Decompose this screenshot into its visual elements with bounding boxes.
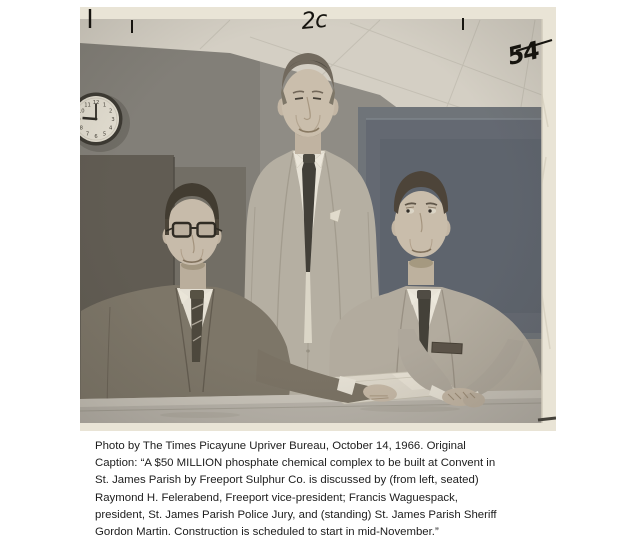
handwritten-mark-2c: 2c (300, 7, 328, 35)
photograph-svg (80, 7, 556, 431)
handwritten-mark-54: 54 (504, 36, 542, 71)
caption-line-2: Caption: “A $50 MILLION phosphate chemical complex to be built at Convent in (95, 457, 496, 470)
photo-image (80, 19, 542, 423)
caption-line-4: Raymond H. Felerabend, Freeport vice-president; Francis Waguespack, (95, 491, 458, 504)
caption-line-6: Gordon Martin. Construction is scheduled to start in mid-November.” (95, 526, 439, 539)
vignette (80, 19, 542, 423)
photo-caption (95, 438, 561, 541)
caption-line-3: St. James Parish by Freeport Sulphur Co. is discussed by (from left, seated) (95, 474, 479, 487)
caption-line-5: president, St. James Parish Police Jury, and (standing) St. James Parish Sheriff (95, 508, 497, 521)
caption-line-1: Photo by The Times Picayune Upriver Bureau, October 14, 1966. Original (95, 440, 466, 452)
photo-corner-mark (538, 418, 556, 420)
photograph (80, 7, 556, 431)
